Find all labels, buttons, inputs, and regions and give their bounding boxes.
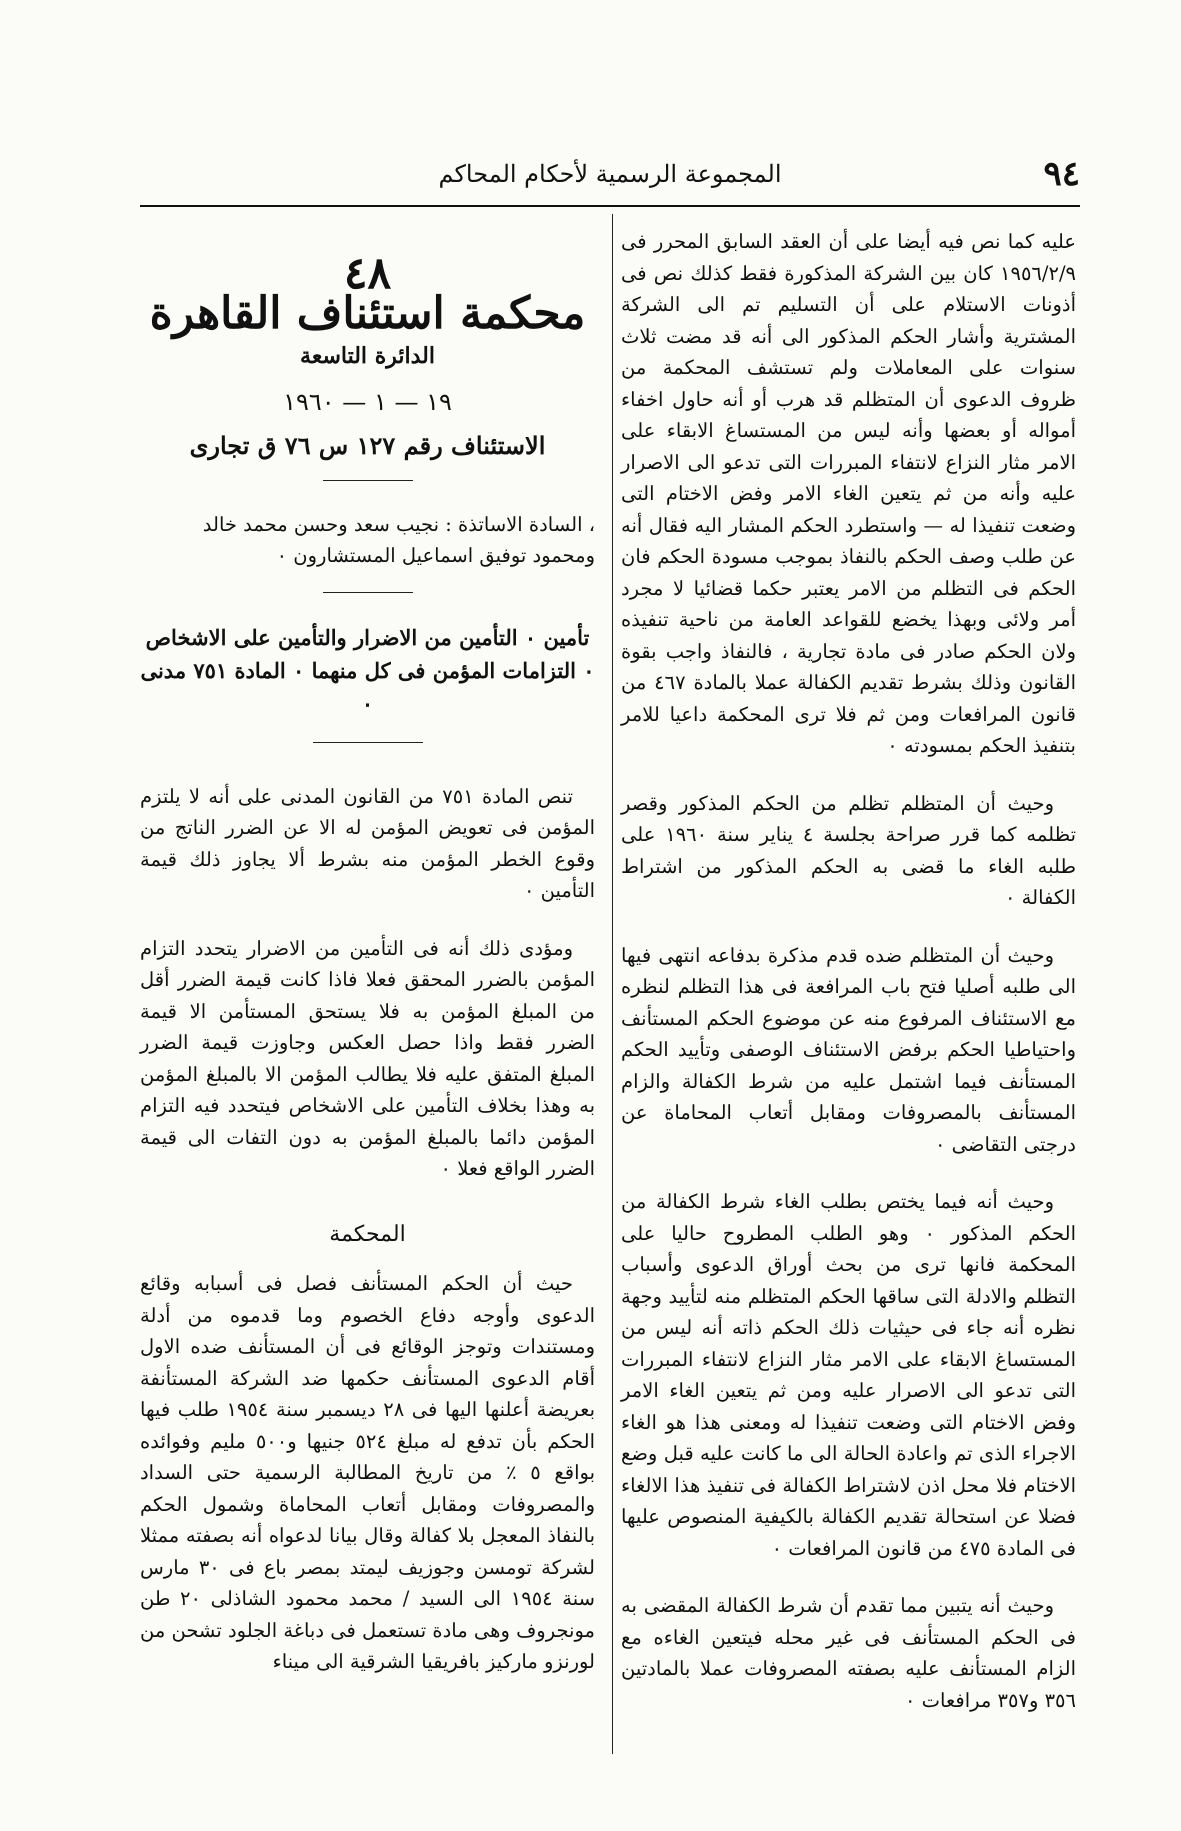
paragraph: وحيث أنه يتبين مما تقدم أن شرط الكفالة المقضى به فى الحكم المستأنف فى غير محله فيتعين الغاءه مع الزام المستأنف عليه بصفته المصروفات عملا بالمادتين ٣٥٦ و٣٥٧ مرافعات ٠ bbox=[621, 1594, 1076, 1712]
running-header bbox=[140, 150, 1080, 200]
page-number: ٩٤ bbox=[1043, 154, 1080, 194]
court-name: محكمة استئناف القاهرة bbox=[149, 287, 586, 339]
paragraph: عليه كما نص فيه أيضا على أن العقد السابق المحرر فى ١٩٥٦/٢/٩ كان بين الشركة المذكورة فقط كذلك نص فى أذونات الاستلام على أن التسليم تم الى الشركة المشترية وأشار الحكم المذكور الى أنه قد مضت ثلاث سنوات على المعاملات ولم تستشف المحكمة من ظروف الدعوى أن المتظلم قد هرب أو أنه حاول اخفاء أمواله أو بعضها وأنه ليس من المستساغ الابقاء على الامر مثار النزاع لانتفاء المبررات التى تدعو الى الاصرار عليه وأنه من ثم يتعين الغاء الامر وفض الاختام التى وضعت تنفيذا له — واستطرد الحكم المشار اليه فقال أنه عن طلب وصف الحكم بالنفاذ بموجب مسودة الحكم فان الحكم فى التظلم من الامر يعتبر حكما قضائيا لا مجرد أمر ولائى وبهذا يخضع للقواعد العامة من ناحية تنفيذه ولان الحكم صادر فى مادة تجارية ، فالنفاذ واجب بقوة القانون وذلك بشرط تقديم الكفالة عملا بالمادة ٤٦٧ من قانون المرافعات ومن ثم فلا ترى المحكمة داعيا للامر بتنفيذ الحكم بمسودته ٠ bbox=[621, 230, 1076, 757]
principle-paragraph: تنص المادة ٧٥١ من القانون المدنى على أنه لا يلتزم المؤمن فى تعويض المؤمن له الا عن الضرر الناتج من وقوع الخطر المؤمن منه بشرط ألا يجاوز ذلك قيمة التأمين ٠ bbox=[140, 784, 595, 902]
judgment-date: ١٩ — ١ — ١٩٦٠ bbox=[283, 387, 452, 416]
separator-rule bbox=[313, 742, 423, 743]
section-title: المحكمة bbox=[329, 1221, 406, 1247]
judges-list bbox=[140, 509, 595, 572]
paragraph: وحيث أنه فيما يختص بطلب الغاء شرط الكفالة من الحكم المذكور ٠ وهو الطلب المطروح حاليا على المحكمة فانها ترى من بحث أوراق الدعوى وأسباب التظلم والادلة التى ساقها الحكم المتظلم منه لتأييد وجهة نظره أنه جاء فى حيثيات ذلك الحكم ذاته أنه ليس من المستساغ الابقاء على الامر مثار النزاع لانتفاء المبررات التى تدعو الى الاصرار عليه ومن ثم يتعين الغاء الامر وفض الاختام التى وضعت تنفيذا له ومعنى هذا هو الغاء الاجراء الذى تم واعادة الحالة الى ما كانت عليه قبل وضع الاختام فلا محل اذن لاشتراط الكفالة فى تنفيذ هذا الالغاء فضلا عن استحالة تقديم الكفالة بالكيفية المنصوص عليها فى المادة ٤٧٥ من قانون المرافعات ٠ bbox=[621, 1190, 1077, 1560]
appeal-reference: الاستئناف رقم ١٢٧ س ٧٦ ق تجارى bbox=[189, 431, 546, 460]
header-rule bbox=[140, 205, 1080, 207]
separator-rule bbox=[323, 592, 413, 593]
case-number: ٤٨ bbox=[343, 248, 392, 299]
circuit-name: الدائرة التاسعة bbox=[300, 343, 435, 369]
judges-line: ، السادة الاساتذة : نجيب سعد وحسن محمد خالد bbox=[202, 512, 595, 536]
principle-paragraph: ومؤدى ذلك أنه فى التأمين من الاضرار يتحدد التزام المؤمن بالضرر المحقق فعلا فاذا كانت قيمة الضرر أقل من المبلغ المؤمن به فلا يستحق المستأمن الا قيمة الضرر فقط واذا حصل العكس وجاوزت قيمة الضرر المبلغ المتفق عليه فلا يطالب المؤمن الا بالمبلغ المؤمن به وهذا بخلاف التأمين على الاشخاص فيتحدد فيه التزام المؤمن دائما بالمبلغ المؤمن به دون التفات الى قيمة الضرر الواقع فعلا ٠ bbox=[140, 936, 595, 1180]
judges-line: ومحمود توفيق اسماعيل المستشارون ٠ bbox=[276, 544, 595, 567]
running-title: المجموعة الرسمية لأحكام المحاكم bbox=[438, 160, 782, 188]
separator-rule bbox=[323, 480, 413, 481]
court-text-paragraph: حيث أن الحكم المستأنف فصل فى أسبابه وقائع الدعوى وأوجه دفاع الخصوم وما قدموه من أدلة ومستندات وتوجز الوقائع فى أن المستأنف ضده الاول أقام الدعوى المستأنف حكمها ضد الشركة المستأنفة بعريضة أعلنها اليها فى ٢٨ ديسمبر سنة ١٩٥٤ طلب فيها الحكم بأن تدفع له مبلغ ٥٢٤ جنيها و٥٠٠ مليم وفوائده بواقع ٥ ٪ من تاريخ المطالبة الرسمية حتى السداد والمصروفات ومقابل أتعاب المحاماة وشمول الحكم بالنفاذ المعجل بلا كفالة وقال بيانا لدعواه أنه بصفته ممثلا لشركة تومسن وجوزيف ليمتد بمصر باع فى ٣٠ مارس سنة ١٩٥٤ الى السيد / محمد محمود الشاذلى ٢٠ طن مونجروف وهى مادة تستعمل فى دباغة الجلود تشحن من لورنزو ماركيز بافريقيا الشرقية الى ميناء bbox=[140, 1272, 596, 1673]
paragraph: وحيث أن المتظلم ضده قدم مذكرة بدفاعه انتهى فيها الى طلبه أصليا فتح باب المرافعة فى هذا التظلم لنظره مع الاستئناف المرفوع منه عن موضوع الحكم المستأنف واحتياطيا الحكم برفض الاستئناف الوصفى وتأييد الحكم المستأنف فيما اشتمل عليه من شرط الكفالة والزام المستأنف بالمصروفات ومقابل أتعاب المحاماة عن درجتى التقاضى ٠ bbox=[621, 943, 1076, 1156]
case-summary: تأمين ٠ التأمين من الاضرار والتأمين على الاشخاص ٠ التزامات المؤمن فى كل منهما ٠ المادة ٧٥١ مدنى ٠ bbox=[140, 624, 595, 716]
column-divider bbox=[612, 214, 613, 1754]
paragraph: وحيث أن المتظلم تظلم من الحكم المذكور وقصر تظلمه كما قرر صراحة بجلسة ٤ يناير سنة ١٩٦٠ على طلبه الغاء ما قضى به الحكم المذكور من اشتراط الكفالة ٠ bbox=[621, 791, 1076, 909]
left-column bbox=[140, 248, 596, 1704]
right-column bbox=[621, 226, 1076, 1742]
